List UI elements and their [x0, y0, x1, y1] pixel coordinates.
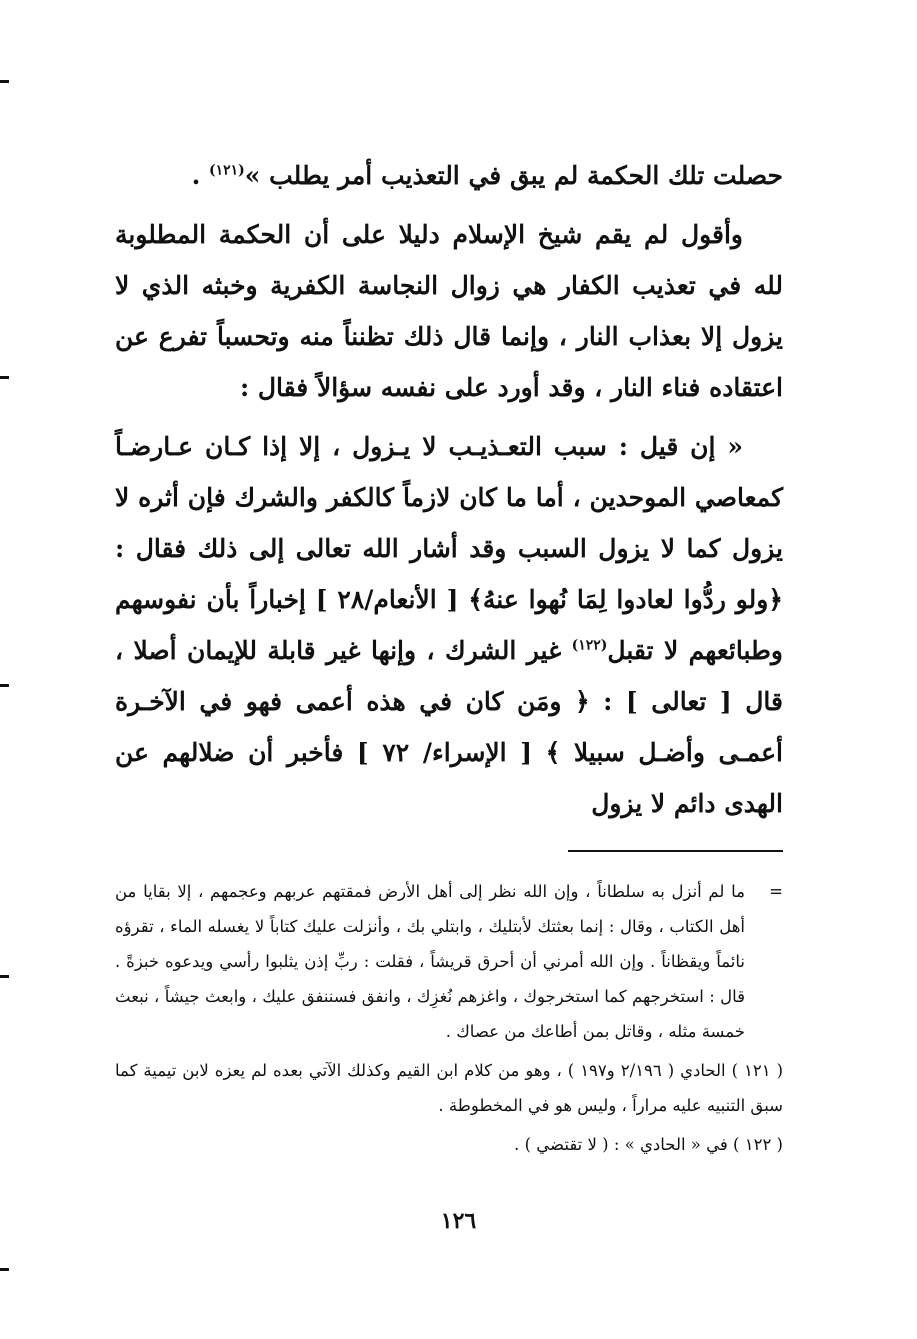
paragraph-text: غير الشرك ، وإنها غير قابلة للإيمان أصلا ، قال [ تعالى ] : ﴿ ومَن كان في هذه أعمى فهو في الآخـرة أعمـى وأضـل سبيلا ﴾ [ الإسراء/ ٧٢ ] فأخبر أن ضلالهم عن الهدى دائم لا يزول [115, 636, 783, 818]
footnote-121: ( ١٢١ ) الحادي ( ٢/١٩٦ و١٩٧ ) ، وهو من كلام ابن القيم وكذلك الآتي بعده لم يعزه لابن تيمية كما سبق التنبيه عليه مراراً ، وليس هو في المخطوطة . [115, 1061, 784, 1115]
main-text [115, 150, 783, 829]
footnote-ref-121: (١٢١) [208, 162, 245, 179]
paragraph-quotation [115, 421, 783, 829]
footnote-text: ما لم أنزل به سلطاناً ، وإن الله نظر إلى أهل الأرض فمقتهم عربهم وعجمهم ، إلا بقايا من أهل الكتاب ، وقال : إنما بعثتك لأبتليك ، وابتلي بك ، وأنزلت عليك كتاباً لا يغسله الماء ، تقرؤه نائماً ويقظاناً . وإن الله أمرني أن أحرق قريشاً ، فقلت : ربِّ إذن يثلبوا رأسي ويدعوه خبزةً . قال : استخرجهم كما استخرجوك ، واغزهم نُغزِك ، وانفق فسننفق عليك ، وابعث جيشاً ، نبعث خمسة مثله ، وقاتل بمن أطاعك من عصاك . [115, 882, 745, 1041]
continuation-marker: = [769, 882, 783, 901]
scan-edge-mark [0, 975, 9, 978]
book-page [115, 150, 783, 1162]
footnotes [115, 874, 783, 1162]
scan-edge-mark [0, 684, 9, 687]
paragraph-text: « إن قيل : سبب التعـذيـب لا يـزول ، إلا إذا كـان عـارضـاً كمعاصي الموحدين ، أما ما كان لازماً كالكفر والشرك فإن أثره لا يزول كما لا يزول السبب وقد أشار الله تعالى إلى ذلك فقال : ﴿ولو ردُّوا لعادوا لِمَا نُهوا عنهُ﴾ [ الأنعام/٢٨ ] إخباراً بأن نفوسهم وطبائعهم لا تقبل [115, 432, 783, 665]
scan-edge-mark [0, 376, 9, 379]
paragraph-end-dot: . [191, 161, 209, 190]
footnote-ref-122: (١٢٢) [571, 637, 608, 654]
paragraph-argument: وأقول لم يقم شيخ الإسلام دليلا على أن الحكمة المطلوبة لله في تعذيب الكفار هي زوال النجاسة الكفرية وخبثه الذي لا يزول إلا بعذاب النار ، وإنما قال ذلك تظنناً منه وتحسباً تفرع عن اعتقاده فناء النار ، وقد أورد على نفسه سؤالاً فقال : [115, 220, 783, 402]
footnote-continuation [115, 874, 783, 1049]
page-number: ١٢٦ [440, 1208, 477, 1234]
footnote-separator [568, 850, 783, 852]
scan-edge-mark [0, 1268, 9, 1271]
scan-edge-mark [0, 80, 9, 83]
footnote-122: ( ١٢٢ ) في « الحادي » : ( لا تقتضي ) . [514, 1135, 783, 1154]
paragraph-text: حصلت تلك الحكمة لم يبق في التعذيب أمر يطلب » [244, 161, 783, 190]
paragraph-continuation [115, 150, 783, 201]
